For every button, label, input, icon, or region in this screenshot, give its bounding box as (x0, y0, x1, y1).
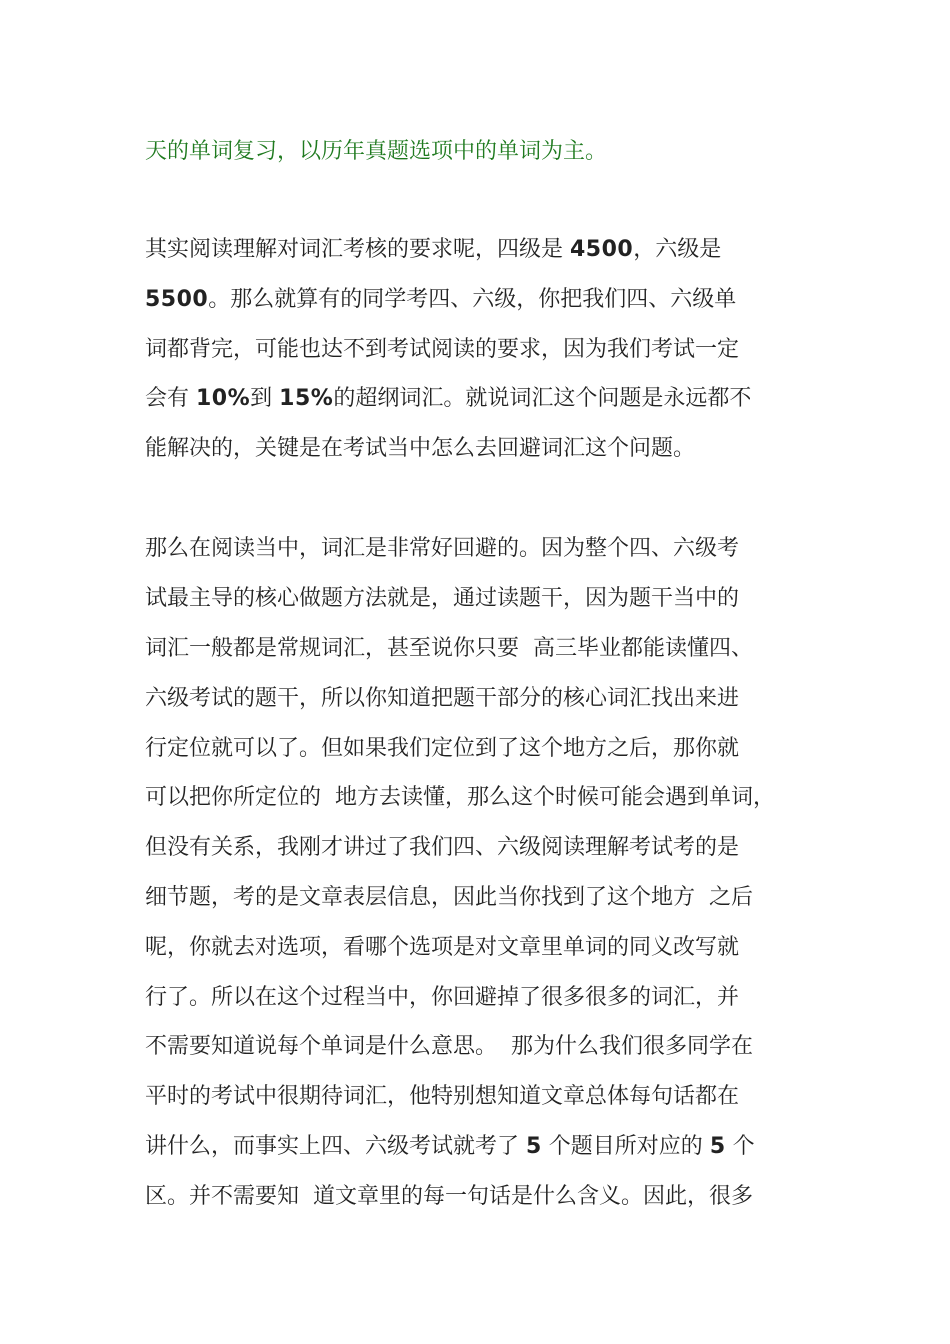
p2-line-4: 六级考试的题干，所以你知道把题干部分的核心词汇找出来进 (145, 686, 740, 711)
question-count: 5 (526, 1134, 542, 1159)
p2-line-9: 呢，你就去对选项，看哪个选项是对文章里单词的同义改写就 (145, 935, 740, 960)
p2-line-10: 行了。所以在这个过程当中，你回避掉了很多很多的词汇，并 (145, 985, 740, 1010)
p1-line-5: 能解决的，关键是在考试当中怎么去回避词汇这个问题。 (145, 436, 696, 461)
p2-line-8: 细节题，考的是文章表层信息，因此当你找到了这个地方 之后 (145, 885, 753, 910)
p2-l13-text-a: 讲什么，而事实上四、六级考试就考了 (145, 1134, 526, 1159)
p2-line-13 (145, 1132, 755, 1162)
region-count: 5 (709, 1134, 726, 1159)
p2-line-14: 区。并不需要知 道文章里的每一句话是什么含义。因此，很多 (145, 1184, 753, 1209)
p2-l13-text-c: 个 (725, 1134, 755, 1159)
p1-l4-text-a: 会有 (145, 386, 196, 411)
percent-high: 15% (279, 386, 334, 411)
p2-line-1: 那么在阅读当中，词汇是非常好回避的。因为整个四、六级考 (145, 536, 740, 561)
p2-line-5: 行定位就可以了。但如果我们定位到了这个地方之后，那你就 (145, 736, 740, 761)
p1-l2-text-b: 。那么就算有的同学考四、六级，你把我们四、六级单 (208, 287, 737, 312)
p1-line-3: 词都背完，可能也达不到考试阅读的要求，因为我们考试一定 (145, 337, 740, 362)
p2-line-7: 但没有关系，我刚才讲过了我们四、六级阅读理解考试考的是 (145, 835, 740, 860)
p1-line-4 (145, 384, 751, 414)
p1-line-1 (145, 235, 721, 265)
p2-l13-text-b: 个题目所对应的 (541, 1134, 710, 1159)
cet4-vocab-count: 4500 (570, 237, 634, 262)
cet6-vocab-count: 5500 (145, 287, 209, 312)
p2-line-3: 词汇一般都是常规词汇，甚至说你只要 高三毕业都能读懂四、 (145, 636, 753, 661)
p1-line-2 (145, 285, 736, 315)
p1-l4-text-b: 到 (250, 386, 280, 411)
p1-l1-text-b: ，六级是 (633, 237, 722, 262)
p2-line-11: 不需要知道说每个单词是什么意思。 那为什么我们很多同学在 (145, 1034, 753, 1059)
p2-line-2: 试最主导的核心做题方法就是，通过读题干，因为题干当中的 (145, 586, 740, 611)
p2-line-6: 可以把你所定位的 地方去读懂，那么这个时候可能会遇到单词， (145, 785, 775, 810)
p1-l1-text-a: 其实阅读理解对词汇考核的要求呢，四级是 (145, 237, 570, 262)
p2-line-12: 平时的考试中很期待词汇，他特别想知道文章总体每句话都在 (145, 1084, 740, 1109)
percent-low: 10% (196, 386, 251, 411)
p1-l4-text-c: 的超纲词汇。就说词汇这个问题是永远都不 (333, 386, 752, 411)
intro-line: 天的单词复习，以历年真题选项中的单词为主。 (145, 139, 608, 164)
